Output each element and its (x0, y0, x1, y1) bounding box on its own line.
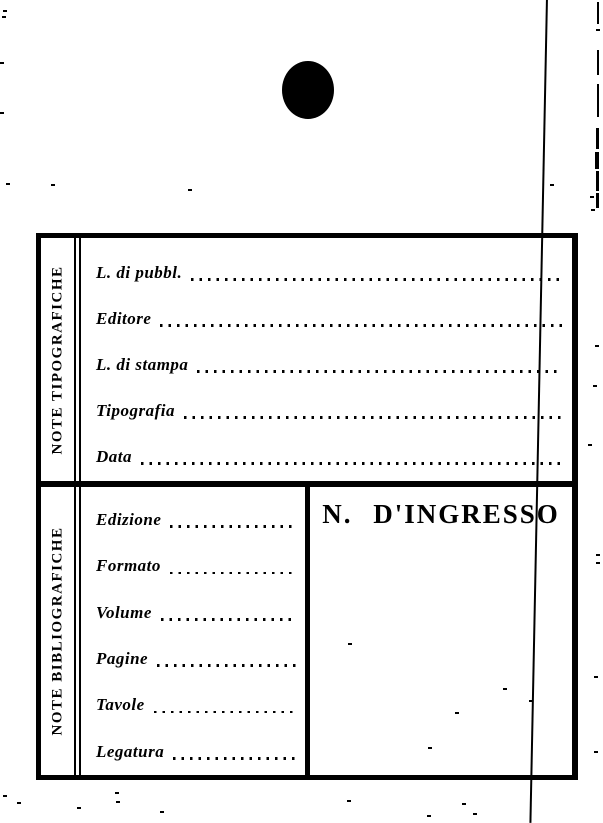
dotted-fill-line (170, 572, 297, 575)
side-column-typographic (41, 238, 74, 481)
ingresso-box (310, 487, 572, 775)
punch-hole (282, 61, 334, 119)
field-row (96, 434, 562, 480)
side-column-bibliographic (41, 487, 74, 775)
scan-artifact (595, 152, 599, 169)
section-side-label: NOTE BIBLIOGRAFICHE (49, 526, 65, 736)
field-row (96, 342, 562, 388)
double-rule-divider (74, 487, 81, 775)
double-rule-divider (74, 238, 81, 481)
accession-card (36, 233, 578, 780)
field-row (96, 636, 297, 682)
dotted-fill-line (141, 462, 562, 465)
dotted-fill-line (197, 370, 562, 373)
ingresso-label: N. D'INGRESSO (322, 499, 560, 529)
scan-artifact (597, 84, 599, 117)
dotted-fill-line (170, 525, 297, 528)
section-note-bibliografiche (41, 487, 572, 775)
field-label: Edizione (96, 510, 162, 530)
field-row (96, 682, 297, 728)
bibliographic-fields (81, 487, 310, 775)
section-note-tipografiche (41, 238, 572, 487)
dotted-fill-line (161, 618, 297, 621)
dotted-fill-line (191, 278, 562, 281)
field-label: Pagine (96, 649, 149, 669)
scan-artifact (597, 2, 599, 24)
field-row (96, 590, 297, 636)
field-label: Tavole (96, 695, 145, 715)
field-row (96, 497, 297, 543)
field-label: Legatura (96, 741, 165, 761)
field-row (96, 296, 562, 342)
dotted-fill-line (154, 711, 297, 714)
field-row (96, 250, 562, 296)
dotted-fill-line (160, 324, 562, 327)
dotted-fill-line (184, 416, 562, 419)
field-label: Formato (96, 556, 161, 576)
field-row (96, 543, 297, 589)
field-row (96, 388, 562, 434)
field-label: Tipografia (96, 401, 175, 420)
scan-artifact (597, 50, 599, 75)
field-label: L. di stampa (96, 355, 189, 374)
field-row (96, 729, 297, 775)
field-label: L. di pubbl. (96, 263, 183, 282)
section-side-label: NOTE TIPOGRAFICHE (49, 265, 65, 454)
scan-speckles (0, 0, 4, 2)
scan-artifact (596, 128, 599, 149)
scan-artifact (596, 193, 599, 208)
dotted-fill-line (157, 664, 297, 667)
field-label: Volume (96, 602, 152, 622)
dotted-fill-line (173, 757, 297, 760)
scan-artifact (596, 171, 599, 191)
field-label: Data (96, 447, 132, 466)
field-label: Editore (96, 309, 152, 328)
typographic-fields (81, 238, 572, 481)
